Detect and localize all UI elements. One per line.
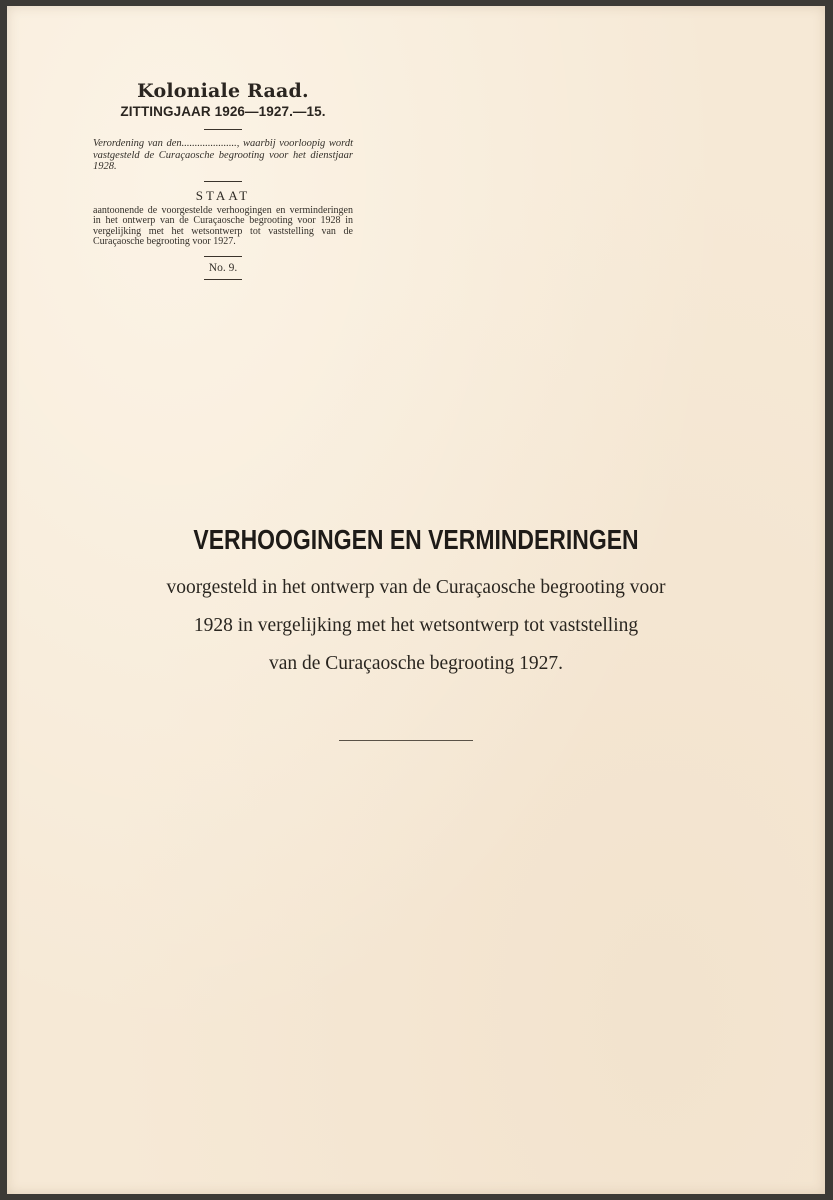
divider bbox=[204, 181, 242, 182]
subtitle-line: van de Curaçaosche begrooting 1927. bbox=[268, 653, 564, 674]
doc-number: No. 9. bbox=[208, 261, 238, 274]
session-year: ZITTINGJAAR 1926—1927.—15. bbox=[120, 104, 326, 119]
regulation-text: Verordening van den....................., waarbij voorloopig wordt vastgesteld de Curaçaosche begrooting voor het dienstjaar 1928. bbox=[93, 138, 353, 172]
header-block bbox=[93, 80, 353, 280]
subtitle-line: voorgesteld in het ontwerp van de Curaçaosche begrooting voor bbox=[166, 577, 666, 598]
closing-rule bbox=[339, 740, 473, 741]
divider bbox=[204, 129, 242, 130]
main-title: VERHOOGINGEN EN VERMINDERINGEN bbox=[193, 524, 639, 555]
state-text: aantoonende de voorgestelde verhoogingen en verminderingen in het ontwerp van de Curaçaosche begrooting voor 1928 in vergelijking met het wetsontwerp tot vaststelling van de Curaçaosche begrooting voor 1927. bbox=[93, 204, 353, 247]
subtitle bbox=[7, 569, 825, 683]
divider bbox=[204, 256, 242, 257]
document-page bbox=[7, 6, 825, 1194]
council-title: Koloniale Raad. bbox=[137, 80, 309, 102]
state-heading: STAAT bbox=[195, 187, 251, 203]
subtitle-line: 1928 in vergelijking met het wetsontwerp tot vaststelling bbox=[193, 615, 639, 636]
divider bbox=[204, 279, 242, 280]
